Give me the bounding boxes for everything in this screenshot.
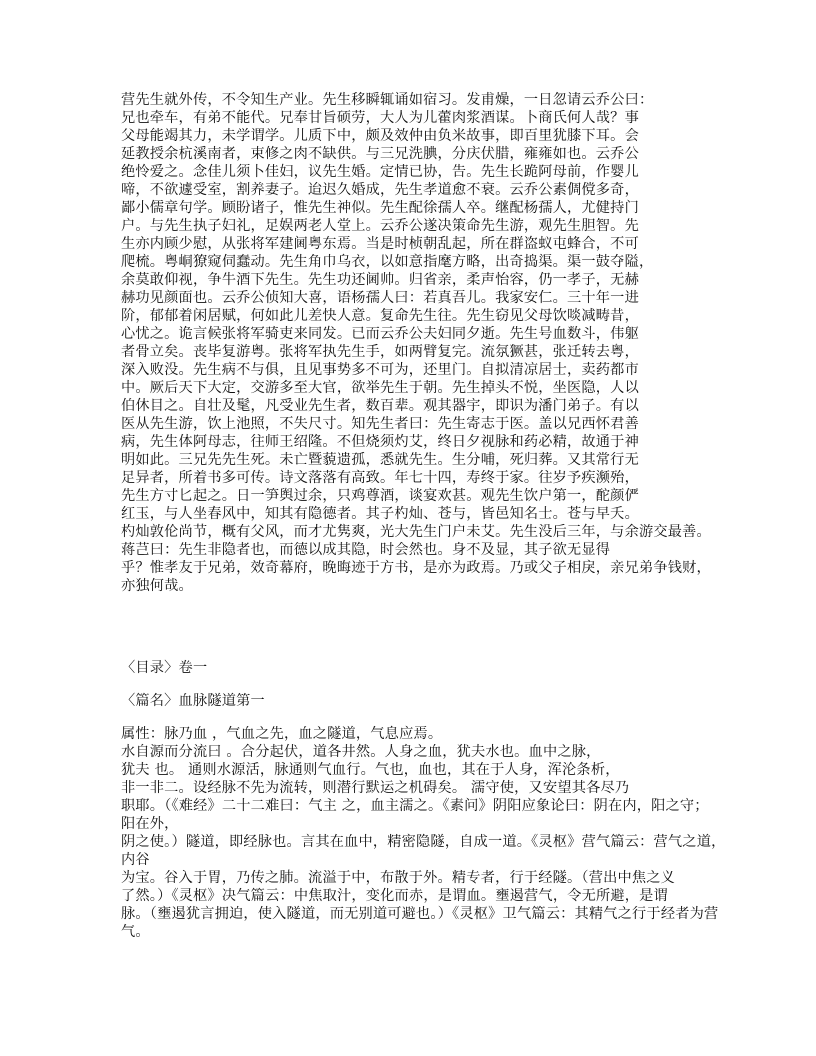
text-line: 者骨立矣。丧毕复游粤。张将军执先生手，如两臂复完。流氛獗甚，张迁转去粤， bbox=[121, 344, 639, 360]
text-line: 中。厥后天下大定，交游多至大官，欲举先生于朝。先生掉头不悦，坐医隐，人以 bbox=[121, 380, 639, 396]
text-line: 医从先生游，饮上池照，不失尺寸。知先生者曰：先生寄志于医。盖以兄西怀君善 bbox=[121, 416, 639, 432]
chapter-heading: 〈篇名〉血脉隧道第一 bbox=[121, 693, 265, 709]
text-line: 病，先生体阿母志，往师王绍隆。不但烧须灼艾，终日夕视脉和药必精，故通于神 bbox=[121, 434, 639, 450]
text-line: 生亦内顾少慰，从张将军建阃粤东焉。当是时桢朝乱起，所在群盗蚁屯蜂合，不可 bbox=[121, 236, 639, 252]
text-line: 职耶。（《难经》二十二难曰：气主 之，血主濡之。《素问》阴阳应象论曰：阴在内，阳之守； bbox=[121, 798, 709, 814]
text-line: 了然。）《灵枢》决气篇云：中焦取汁，变化而赤，是谓血。壅遏营气，令无所避，是谓 bbox=[121, 888, 668, 904]
text-line: 非一非二。设经脉不先为流转，则潜行默运之机碍矣。 濡守使，又安望其各尽乃 bbox=[121, 780, 630, 796]
text-line: 父母能竭其力，未学谓学。儿质下中，颇及效仲由负米故事，即百里犹膝下耳。会 bbox=[121, 128, 639, 144]
text-line: 绝怜爱之。念佳儿须卜佳妇，议先生婚。定情已协，告。先生长跪阿母前，作婴儿 bbox=[121, 164, 639, 180]
text-line: 明如此。三兄先先生死。未亡暨藐遗孤，悉就先生。生分哺，死归葬。又其常行无 bbox=[121, 452, 639, 468]
text-line: 营先生就外传，不令知生产业。先生移瞬辄诵如宿习。发甫燥，一日忽请云乔公曰： bbox=[121, 92, 654, 108]
text-line: 亦独何哉。 bbox=[121, 578, 193, 594]
text-line: 脉。（壅遏犹言拥迫，使入隧道，而无别道可避也。）《灵枢》卫气篇云：其精气之行于经者为营 bbox=[121, 906, 719, 922]
text-line: 足异者，所着书多可传。诗文落落有高致。年七十四，寿终于家。往岁予疾濒殆， bbox=[121, 470, 639, 486]
text-line: 气。 bbox=[121, 924, 150, 940]
text-line: 伯休目之。自壮及髦，凡受业先生者，数百辈。观其器宇，即识为潘门弟子。有以 bbox=[121, 398, 639, 414]
text-line: 蒋芑曰：先生非隐者也，而德以成其隐，时会然也。身不及显，其子欲无显得 bbox=[121, 542, 611, 558]
text-line: 户。与先生执子妇礼，足娱两老人堂上。云乔公遂决策命先生游，观先生胆智。先 bbox=[121, 218, 639, 234]
text-line: 阳在外， bbox=[121, 816, 179, 832]
text-line: 水自源而分流曰 。合分起伏，道各井然。人身之血，犹夫水也。血中之脉， bbox=[121, 744, 601, 760]
text-line: 为宝。谷入于胃，乃传之肺。流溢于中，布散于外。精专者，行于经隧。（营出中焦之义 bbox=[121, 870, 676, 886]
text-line: 啼，不欲遽受室，割养妻子。迨迟久婚成，先生孝道愈不衰。云乔公素倜傥多奇， bbox=[121, 182, 639, 198]
text-line: 阴之使。）隧道，即经脉也。言其在血中，精密隐隧，自成一道。《灵枢》营气篇云：营气之道， bbox=[121, 834, 726, 850]
text-line: 红玉，与人坐春风中，知其有隐德者。其子杓灿、苍与，皆邑知名士。苍与早夭。 bbox=[121, 506, 639, 522]
text-line: 阶，郁郁着闲居赋，何如此儿差快人意。复命先生往。先生窃见父母饮啖减畴昔， bbox=[121, 308, 639, 324]
text-line: 属性：脉乃血 ，气血之先，血之隧道，气息应焉。 bbox=[121, 726, 443, 742]
text-line: 深入败没。先生病不与俱，且见事势多不可为，还里门。自拟清凉居士，卖药都市 bbox=[121, 362, 639, 378]
text-line: 心忧之。诡言候张将军骑吏来同发。已而云乔公夫妇同夕逝。先生号血数斗，伟躯 bbox=[121, 326, 639, 342]
text-line: 余莫敢仰视，争牛酒下先生。先生功还阃帅。归省亲，柔声怡容，仍一孝子，无赫 bbox=[121, 272, 639, 288]
text-line: 内谷 bbox=[121, 852, 150, 868]
text-line: 犹夫 也。 通则水源活，脉通则气血行。气也，血也，其在于人身，浑沦条析， bbox=[121, 762, 620, 778]
text-line: 鄙小儒章句学。顾盼诸子，惟先生神似。先生配徐孺人卒。继配杨孺人，尤健持门 bbox=[121, 200, 639, 216]
text-line: 赫功见颜面也。云乔公侦知大喜，语杨孺人曰：若真吾儿。我家安仁。三十年一进 bbox=[121, 290, 639, 306]
text-line: 兄也牵车，有弟不能代。兄奉甘旨硕劳，大人为儿藿肉浆酒谋。卜商氏何人哉？事 bbox=[121, 110, 639, 126]
text-line: 爬梳。粤峒獠窥伺蠢动。先生角巾乌衣，以如意指麾方略，出奇捣渠。渠一鼓夺隘， bbox=[121, 254, 654, 270]
text-line: 延教授余杭溪南者，束修之肉不缺供。与三兄洗腆，分庆伏腊，雍雍如也。云乔公 bbox=[121, 146, 639, 162]
text-line: 先生方寸匕起之。日一笋舆过余，只鸡尊酒，谈宴欢甚。观先生饮户第一，酡颜俨 bbox=[121, 488, 639, 504]
toc-heading: 〈目录〉卷一 bbox=[121, 660, 208, 676]
text-line: 乎？惟孝友于兄弟，效奇幕府，晚晦迹于方书，是亦为政焉。乃或父子相戾，亲兄弟争钱财， bbox=[121, 560, 711, 576]
text-line: 杓灿敦伦尚节，概有父风，而才尤隽爽，光大先生门户未艾。先生没后三年，与余游交最善。 bbox=[121, 524, 711, 540]
